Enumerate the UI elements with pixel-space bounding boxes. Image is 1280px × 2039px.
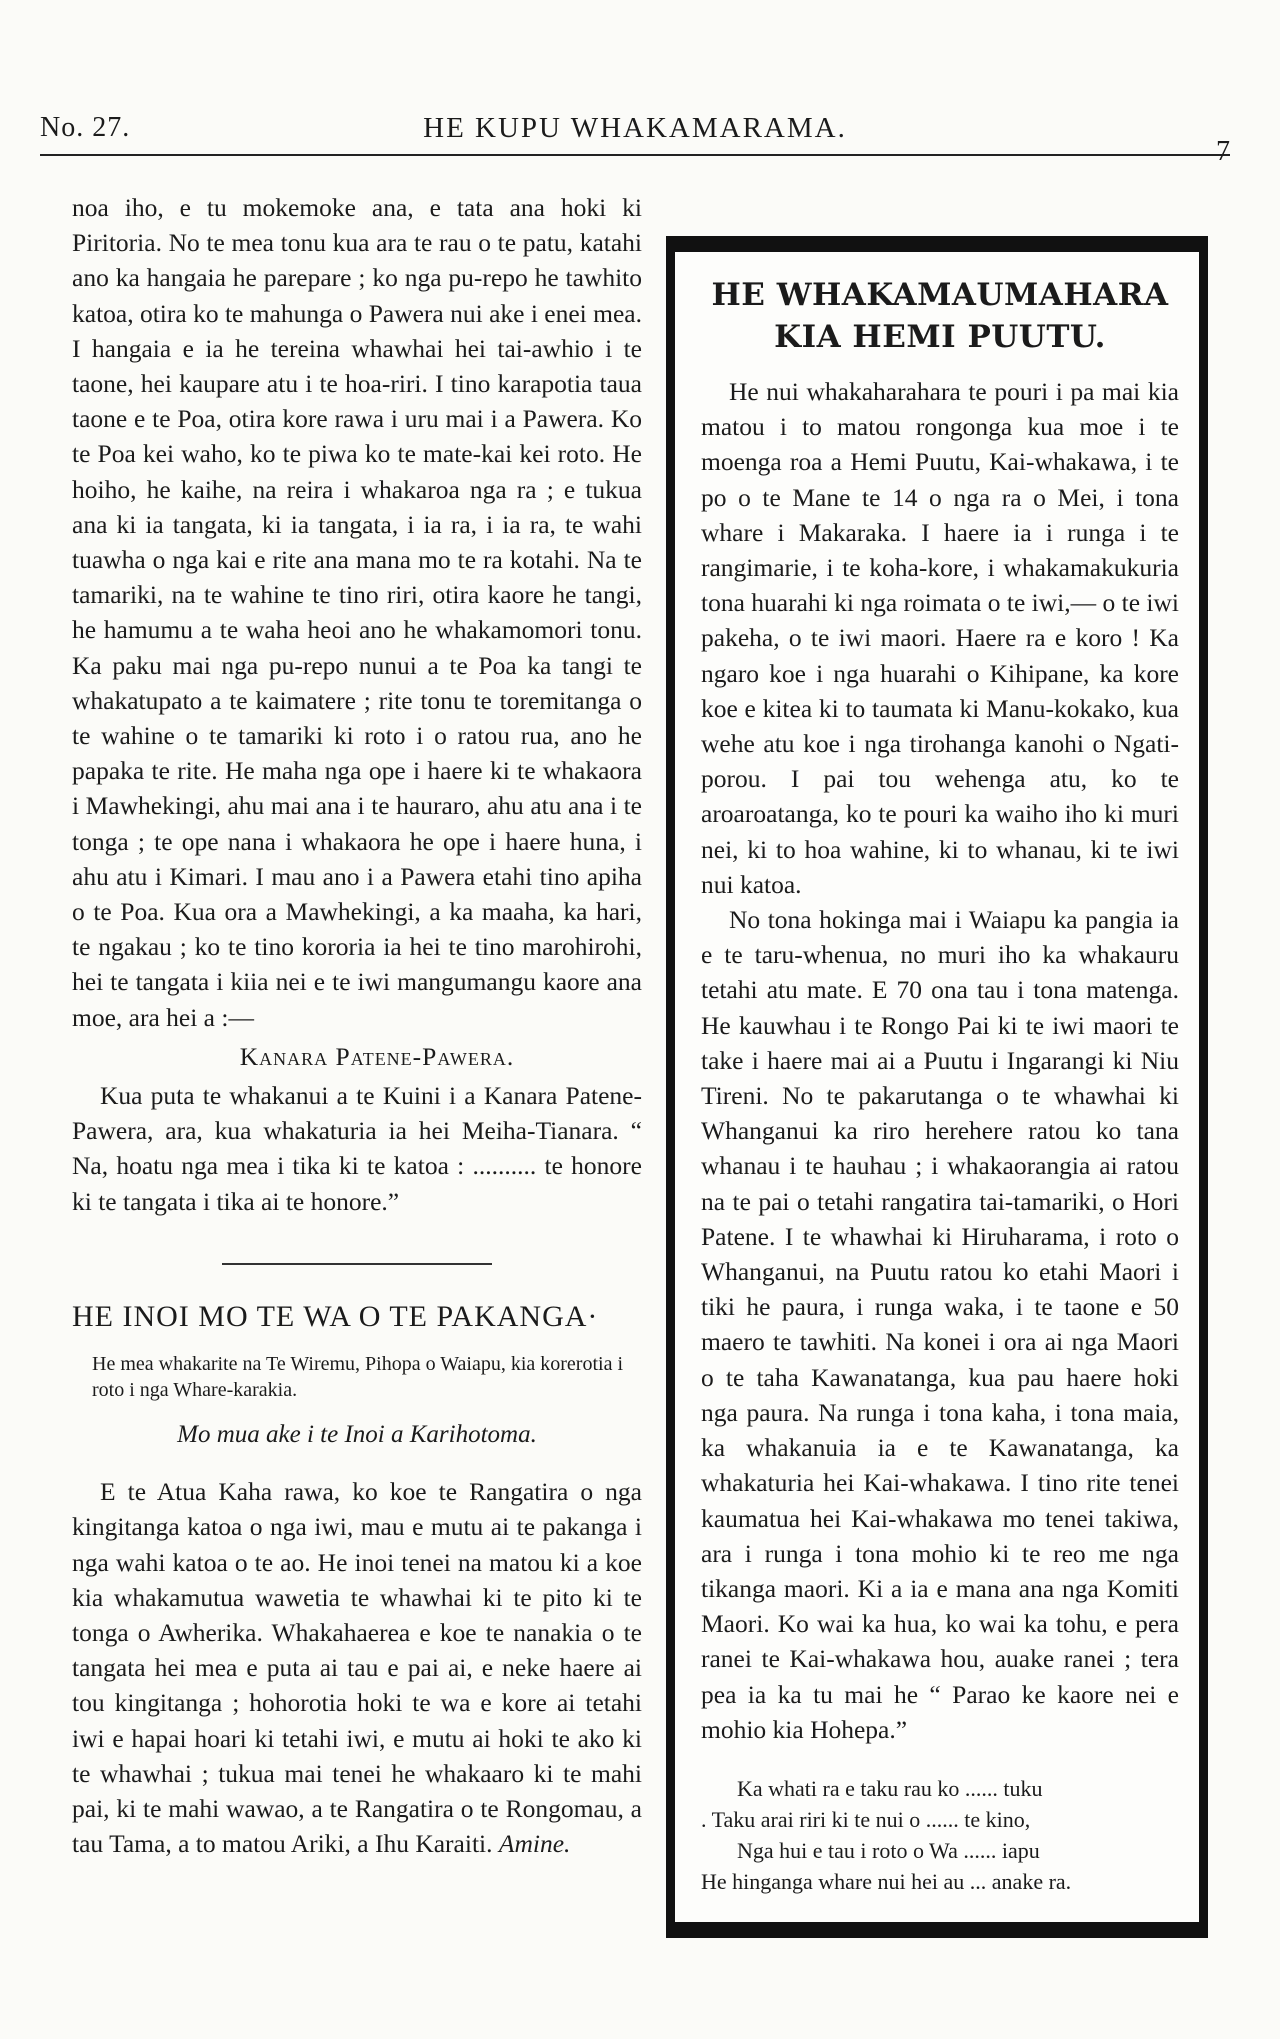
signature: Kanara Patene-Pawera. (239, 1041, 515, 1071)
memorial-paragraph-2: No tona hokinga mai i Waiapu ka pangia ia e te taru-whenua, no muri iho ka whakauru tetahi atu mate. E 70 ona tau i tona matenga. He kauwhau i te Rongo Pai ki te iwi maori te take i haere mai ai a Puutu i Ingarangi ki Niu Tireni. No te pakarutanga o te whawhai ki Whanganui ka riro herehere ratou ko tana whanau i te hauhau ; i whakaorangia ai ratou na te pai o tetahi rangatira tai-tamariki, o Hori Patene. I te whawhai ki Hiruharama, i roto o Whanganui, na Puutu ratou ko etahi Maori i tiki he paura, i runga waka, i te taone e 50 maero te tawhiti. Na konei i ora ai nga Maori o te taha Kawanatanga, kua pau haere hoki nga paura. Na runga i tona kaha, i tona maia, ka whakanuia ia e te Kawanatanga, ka whakaturia hei Kai-whakawa. I tino rite tenei kaumatua hei Kai-whakawa mo tenei takiwa, ara i runga i tona mohio ki te reo me nga tikanga maori. Ki a ia e mana ana nga Komiti Maori. Ko wai ka hua, ko wai ka tohu, e pera ranei te Kai-whakawa hou, auake ranei ; tera pea ia ka tu mai he “ Parao ke kaore nei e mohio kia Hohepa.” (701, 905, 1179, 1744)
poem-line: Ka whati ra e taku rau ko ...... tuku (737, 1775, 1043, 1801)
prayer-amen: Amine. (498, 1829, 571, 1859)
page-header (40, 108, 1230, 167)
page-number: 7 (1216, 136, 1230, 167)
article-body: noa iho, e tu mokemoke ana, e tata ana hoki ki Piritoria. No te mea tonu kua ara te rau o te patu, katahi ano ka hangaia he parepare ; ko nga pu-repo he tawhito katoa, otira ko te mahunga o Pawera nui ake i enei mea. I hangaia e ia he tereina whawhai hei tai-awhio i te taone, hei kaupare atu i te hoa-riri. I tino karapotia taua taone e te Poa, otira kore rawa i uru mai i a Pawera. Ko te Poa kei waho, ko te piwa ko te mate-kai kei roto. He hoiho, he kaihe, na reira i whakaroa nga ra ; e tukua ana ki ia tangata, ki ia tangata, i ia ra, i ia ra, te wahi tuawha o nga kai e rite ana mana mo te ra kotahi. Na te tamariki, na te wahine te tino riri, otira kaore he tangi, he hamumu a te waha heoi ano he whakamomori tonu. Ka paku mai nga pu-repo nunui a te Poa ka tangi te whakatupato a te kaimatere ; rite tonu te toremitanga o te wahine o te tamariki ki roto i o ratou rua, ano he papaka te rite. He maha nga ope i haere ki te whakaora i Mawhekingi, ahu mai ana i te hauraro, ahu atu ana i te tonga ; te ope nana i whakaora he ope i haere huna, i ahu atu i Kimari. I mau ano i a Pawera etahi tino apiha o te Poa. Kua ora a Mawhekingi, a ka maaha, ka hari, te ngakau ; ko te tino kororia ia hei te tino marohirohi, hei te tangata i kiia nei e te iwi mangumangu kaore ana moe, ara hei a :— (72, 193, 642, 1032)
prayer-subheading: Mo mua ake i te Inoi a Karihotoma. (177, 1420, 537, 1448)
memorial-box (666, 236, 1208, 1938)
article-body-continued: Kua puta te whakanui a te Kuini i a Kanara Patene-Pawera, ara, kua whakaturia ia hei Meiha-Tianara. “ Na, hoatu nga mea i tika ki te katoa : .......... te honore ki te tangata i tika ai te honore.” (72, 1081, 642, 1216)
memorial-title: HE WHAKAMAUMAHARA KIA HEMI PUUTU. (711, 277, 1169, 355)
poem-line: Nga hui e tau i roto o Wa ...... iapu (737, 1837, 1040, 1863)
prayer-note: He mea whakarite na Te Wiremu, Pihopa o Waiapu, kia korerotia i roto i nga Whare-karakia. (92, 1352, 624, 1401)
prayer-body: E te Atua Kaha rawa, ko koe te Rangatira o nga kingitanga katoa o nga iwi, mau e mutu ai te pakanga i nga wahi katoa o te ao. He inoi tenei na matou ki a koe kia whakamutua wawetia te whawhai ki te pito ki te tonga o Awherika. Whakahaerea e koe te nanakia o te tangata hei mea e puta ai tau e pai ai, e neke haere ai tou kingitanga ; hohorotia hoki te wa e kore ai tetahi iwi e hapai hoari ki tetahi iwi, e mutu ai hoki te ako ki te whawhai ; tukua mai tenei he whakaaro ki te mahi pai, ki te mahi wawao, a te Rangatira o te Rongomau, a tau Tama, a to matou Ariki, a Ihu Karaiti. (72, 1477, 642, 1859)
prayer-text (72, 1474, 642, 1861)
memorial-paragraph-1: He nui whakaharahara te pouri i pa mai kia matou i to matou rongonga kua moe i te moenga roa a Hemi Puutu, Kai-whakawa, i te po o te Mane te 14 o nga ra o Mei, i tona whare i Makaraka. I haere ia i runga i te rangimarie, i te koha-kore, i whakamakukuria tona huarahi ki nga roimata o te iwi,— o te iwi pakeha, o te iwi maori. Haere ra e koro ! Ka ngaro koe i nga huarahi o Kihipane, ka kore koe e kitea ki to taumata ki Manu-kokako, kua wehe atu koe i nga tirohanga kanohi o Ngati-porou. I pai tou wehenga atu, ko te aroaroatanga, ko te pouri ka waiho iho ki muri nei, ki to hoa wahine, ki to whanau, ki te iwi nui katoa. (701, 377, 1180, 899)
poem-line: He hinganga whare nui hei au ... anake ra. (701, 1868, 1072, 1894)
poem-line: . Taku arai riri ki te nui o ...... te kino, (701, 1806, 1031, 1832)
running-title: HE KUPU WHAKAMARAMA. (423, 112, 847, 144)
left-column (72, 190, 642, 1861)
lament-poem (701, 1773, 1179, 1897)
section-divider (222, 1263, 492, 1265)
section-title: HE INOI MO TE WA O TE PAKANGA· (72, 1299, 599, 1333)
issue-number: No. 27. (40, 112, 131, 143)
